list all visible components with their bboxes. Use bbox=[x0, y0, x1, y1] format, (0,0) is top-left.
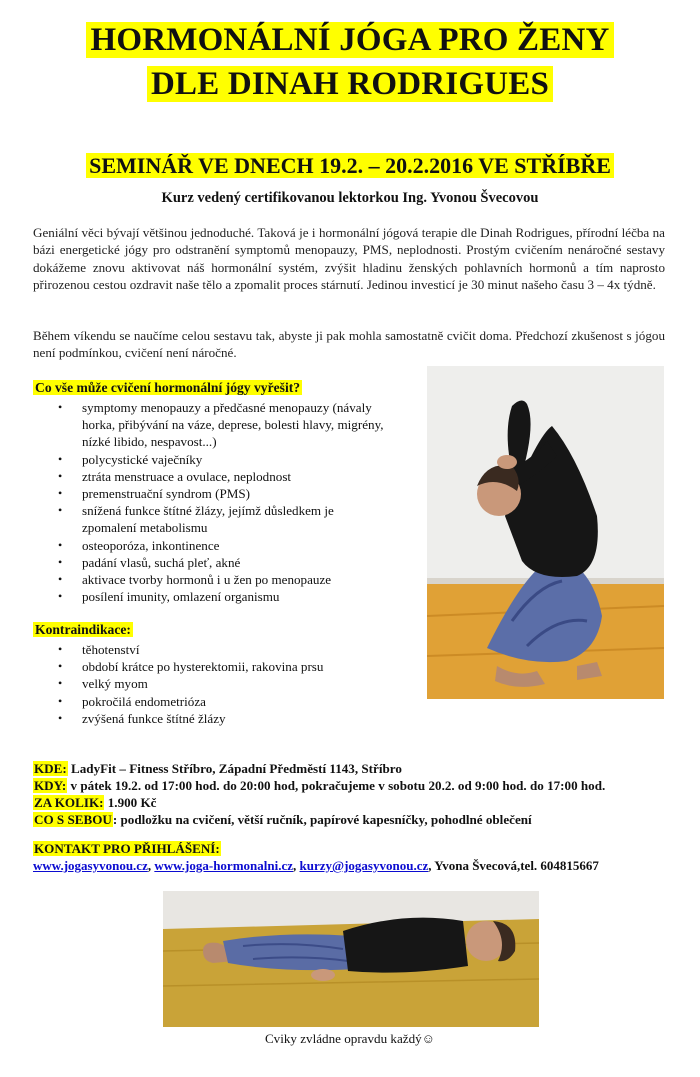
website-link-2[interactable]: www.joga-hormonalni.cz bbox=[154, 858, 294, 873]
intro-paragraph: Geniální věci bývají většinou jednoduché. Taková je i hormonální jógová terapie dle Dinah Rodrigues, přírodní léčba na bázi energetické jógy pro odstranění symptomů menopauzy, PMS, neplodnosti. Prostým cvičením nenáročné sestavy dokážeme znovu aktivovat náš hormonální systém, zvýšit hladinu ženských pohlavních hormonů a tím naprosto přirozenou cestou ozdravit naše tělo a zpomalit proces stárnutí. Jedinou investicí je 30 minut našeho času 3 – 4x týdně. bbox=[33, 225, 665, 293]
bring-label: CO S SEBOU bbox=[34, 812, 112, 827]
list-item: • ztráta menstruace a ovulace, neplodnost bbox=[33, 468, 388, 485]
contact-person: , Yvona Švecová,tel. 604815667 bbox=[428, 858, 599, 873]
list-item: • padání vlasů, suchá pleť, akné bbox=[33, 554, 388, 571]
title-line-1: HORMONÁLNÍ JÓGA PRO ŽENY bbox=[0, 22, 700, 59]
list-item: • premenstruační syndrom (PMS) bbox=[33, 485, 388, 502]
location-label: KDE: bbox=[34, 761, 67, 776]
list-item: • symptomy menopauzy a předčasné menopauzy (návaly horka, přibývání na váze, deprese, bolesti hlavy, migrény, nízké libido, nespavost...) bbox=[33, 399, 388, 451]
time-value: v pátek 19.2. od 17:00 hod. do 20:00 hod, pokračujeme v sobotu 20.2. od 9:00 hod. do 17:00 hod. bbox=[67, 778, 606, 793]
course-subtitle: Kurz vedený certifikovanou lektorkou Ing. Yvonou Švecovou bbox=[161, 190, 539, 206]
info-time bbox=[33, 777, 605, 794]
list-item: • zvýšená funkce štítné žlázy bbox=[33, 710, 423, 727]
price-value: 1.900 Kč bbox=[104, 795, 157, 810]
contraindications-list bbox=[33, 641, 423, 727]
price-label: ZA KOLIK: bbox=[34, 795, 104, 810]
bring-value: : podložku na cvičení, větší ručník, papírové kapesníčky, pohodlné oblečení bbox=[112, 812, 532, 827]
info-bring bbox=[33, 811, 532, 828]
weekend-paragraph: Během víkendu se naučíme celou sestavu tak, abyste ji pak mohla samostatně cvičit doma. Předchozí zkušenost s jógou není podmínkou, cvičení není náročné. bbox=[33, 328, 665, 361]
benefits-list bbox=[33, 399, 388, 605]
website-link-1[interactable]: www.jogasyvonou.cz bbox=[33, 858, 148, 873]
list-item: • období krátce po hysterektomii, rakovina prsu bbox=[33, 658, 423, 675]
photo-caption: Cviky zvládne opravdu každý☺ bbox=[264, 1031, 436, 1046]
info-price bbox=[33, 794, 157, 811]
contact-line: www.jogasyvonou.cz, www.joga-hormonalni.cz, kurzy@jogasyvonou.cz, Yvona Švecová,tel. 604815667 bbox=[33, 858, 599, 873]
info-location bbox=[33, 760, 402, 777]
seminar-heading: SEMINÁŘ VE DNECH 19.2. – 20.2.2016 VE STŘÍBŘE bbox=[0, 153, 700, 179]
list-item: • posílení imunity, omlazení organismu bbox=[33, 588, 388, 605]
benefits-title: Co vše může cvičení hormonální jógy vyřešit? bbox=[35, 380, 301, 395]
list-item: • osteoporóza, inkontinence bbox=[33, 537, 388, 554]
location-value: LadyFit – Fitness Stříbro, Západní Předměstí 1143, Stříbro bbox=[67, 761, 402, 776]
list-item: • aktivace tvorby hormonů i u žen po menopauze bbox=[33, 571, 388, 588]
contraindications-title: Kontraindikace: bbox=[35, 622, 131, 637]
list-item: • snížená funkce štítné žlázy, jejímž důsledkem je zpomalení metabolismu bbox=[33, 502, 388, 536]
title-line-2: DLE DINAH RODRIGUES bbox=[0, 66, 700, 103]
email-link[interactable]: kurzy@jogasyvonou.cz bbox=[299, 858, 429, 873]
list-item: • velký myom bbox=[33, 675, 423, 692]
list-item: • pokročilá endometrióza bbox=[33, 693, 423, 710]
list-item: • polycystické vaječníky bbox=[33, 451, 388, 468]
time-label: KDY: bbox=[34, 778, 67, 793]
list-item: • těhotenství bbox=[33, 641, 423, 658]
contact-title: KONTAKT PRO PŘIHLÁŠENÍ: bbox=[34, 841, 220, 856]
relaxation-pose-photo bbox=[163, 891, 539, 1027]
yoga-pose-photo bbox=[427, 366, 664, 699]
